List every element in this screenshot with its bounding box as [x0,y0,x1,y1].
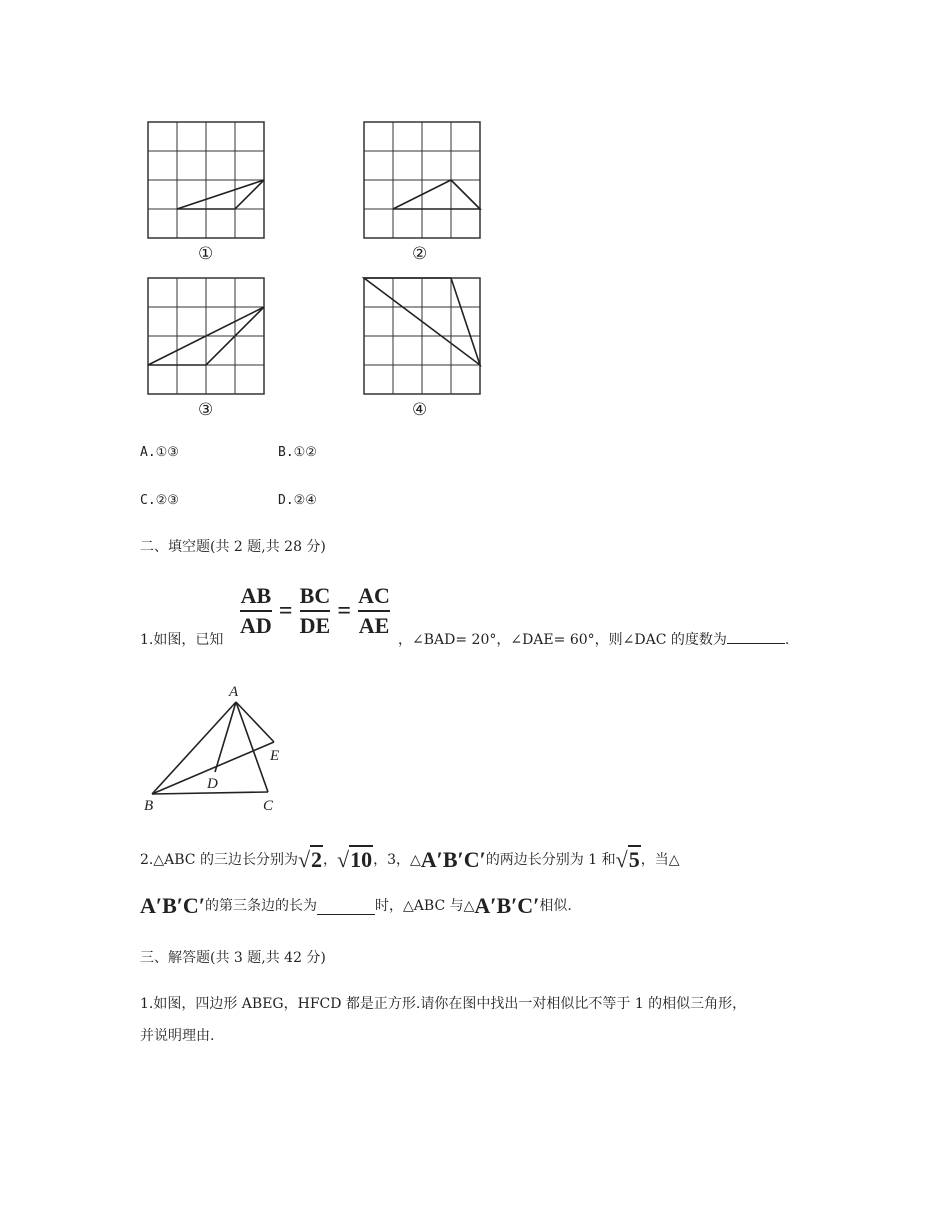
ratio-equation: $\frac{AB}{AD}$ = $\frac{BC}{DE}$ = $\frac{AC}{AE}$ [240,583,390,638]
figure-4 [364,278,480,394]
sqrt-5: √5 [615,847,640,872]
figure-3 [148,278,264,394]
figure-4-label: ④ [412,400,428,420]
vertex-b-label: B [144,798,154,814]
triangle-a-prime-2: A′B′C′ [140,893,206,918]
option-b: B.①② [278,445,317,460]
figure-3-label: ③ [198,400,214,420]
question-2-line-2: A′B′C′ 的第三条边的长为 时，△ABC 与△ A′B′C′ 相似. [140,893,572,918]
answer-blank-1 [727,643,785,644]
option-d: D.②④ [278,493,317,508]
section-3-heading: 三、解答题(共 3 题,共 42 分) [140,950,326,966]
vertex-a-label: A [229,684,239,700]
fraction-bc-de: $\frac{BC}{DE}$ [299,583,331,638]
question-2-line-1: 2.△ABC 的三边长分别为 √2 ， √10 ，3，△ A′B′C′ 的两边长分别为 1 和 √5 ，当△ [140,847,680,872]
triangle-1 [177,180,264,209]
section-2-heading: 二、填空题(共 2 题,共 28 分) [140,539,326,555]
vertex-c-label: C [263,798,274,814]
option-a: A.①③ [140,445,179,460]
grid-figures [140,115,490,425]
triangle-a-prime-3: A′B′C′ [474,893,540,918]
triangle-figure [140,680,300,815]
sqrt-10: √10 [337,847,373,872]
figure-1 [148,122,264,238]
question-1-suffix: ，∠BAD= 20°，∠DAE= 60°，则∠DAC 的度数为 . [398,632,790,648]
sqrt-2: √2 [297,847,323,872]
fraction-ab-ad: $\frac{AB}{AD}$ [240,583,272,638]
figure-1-label: ① [198,244,214,264]
question-1-prefix: 1.如图，已知 [140,632,224,648]
answer-blank-2 [317,898,375,915]
fraction-ac-ae: $\frac{AC}{AE}$ [358,583,390,638]
triangle-a-prime: A′B′C′ [420,847,486,872]
vertex-d-label: D [207,776,218,792]
option-c: C.②③ [140,493,179,508]
figure-2 [364,122,480,238]
figure-2-label: ② [412,244,428,264]
question-3-line-1: 1.如图，四边形 ABEG，HFCD 都是正方形.请你在图中找出一对相似比不等于 1 的相似三角形， [140,996,747,1012]
question-3-line-2: 并说明理由. [140,1028,215,1044]
vertex-e-label: E [270,748,280,764]
triangle-2 [393,180,480,209]
